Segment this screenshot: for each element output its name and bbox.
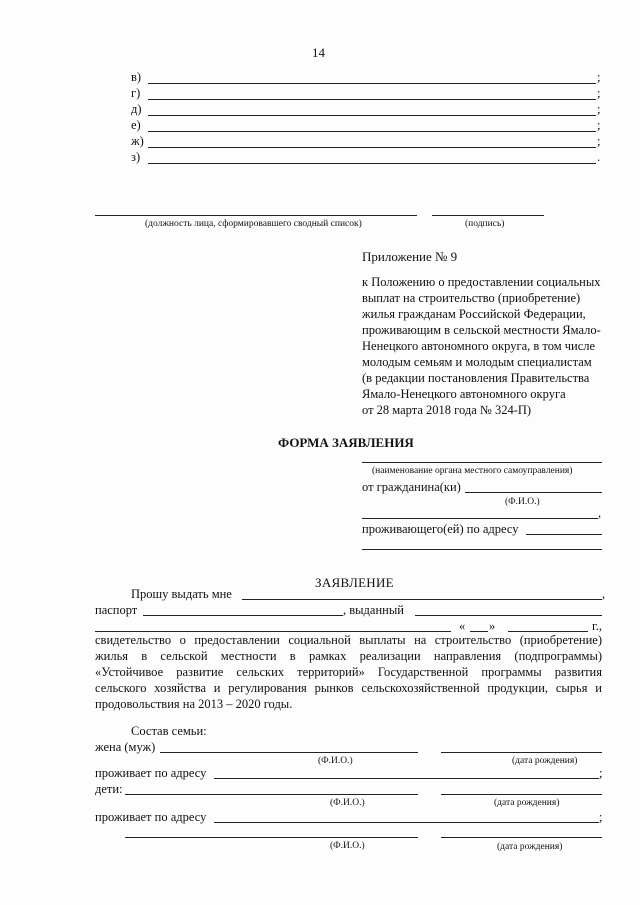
issued-line-2: [95, 631, 451, 632]
appendix-line: жилья гражданам Российской Федерации,: [362, 307, 586, 321]
children-birth-line: [441, 794, 602, 795]
residing-line: [526, 534, 602, 535]
residing-line-2: [362, 549, 602, 550]
from-line-2: [362, 518, 598, 519]
spouse-fio-caption: (Ф.И.О.): [318, 756, 353, 766]
statement-body-last: продовольствия на 2013 – 2020 годы.: [95, 697, 293, 711]
page-number: 14: [312, 45, 325, 60]
list-item-label: е): [131, 118, 141, 132]
spouse-address-end: ;: [599, 766, 603, 780]
family-heading: Состав семьи:: [131, 724, 207, 738]
list-item-line: [148, 115, 596, 116]
from-line: [465, 492, 602, 493]
year-suffix: г.,: [592, 619, 602, 633]
list-item-line: [148, 131, 596, 132]
list-item-end: ;: [597, 86, 601, 100]
date-quote-close: »: [489, 619, 496, 633]
spouse-address-line: [214, 778, 599, 779]
appendix-line: (в редакции постановления Правительства: [362, 371, 590, 385]
list-item-label: в): [131, 70, 142, 84]
list-item-line: [148, 147, 596, 148]
date-day-line: [470, 631, 488, 632]
appendix-line: Ненецкого автономного округа, в том числе: [362, 339, 596, 353]
organ-caption: (наименование органа местного самоуправления): [372, 466, 573, 476]
appendix-line: проживающим в сельской местности Ямало-: [362, 323, 601, 337]
from-fio-caption: (Ф.И.О.): [505, 497, 540, 507]
list-item-label: ж): [131, 134, 144, 148]
date-quote-open: «: [459, 619, 466, 633]
passport-line: [143, 615, 343, 616]
list-item-end: ;: [597, 134, 601, 148]
children-birth-caption: (дата рождения): [494, 798, 560, 808]
date-month-line: [508, 631, 588, 632]
list-item-line: [148, 99, 596, 100]
signature-line: [432, 215, 544, 216]
from-label: от гражданина(ки): [362, 480, 461, 494]
list-item-end: ;: [597, 102, 601, 116]
position-caption: (должность лица, сформировавшего сводный список): [145, 219, 362, 229]
spouse-label: жена (муж): [95, 740, 156, 754]
organ-line: [362, 462, 602, 463]
children-address-line: [214, 822, 599, 823]
child2-birth-caption: (дата рождения): [497, 842, 563, 852]
residing-label: проживающего(ей) по адресу: [362, 522, 519, 536]
list-item-label: г): [131, 86, 141, 100]
list-item-label: д): [131, 102, 142, 116]
passport-label: паспорт: [95, 603, 138, 617]
list-item-end: ;: [597, 118, 601, 132]
appendix-line: от 28 марта 2018 года № 324-П): [362, 403, 532, 417]
children-label: дети:: [95, 782, 123, 796]
child2-fio-caption: (Ф.И.О.): [330, 841, 365, 851]
appendix-line: молодым семьям и молодым специалистам: [362, 355, 592, 369]
list-item-line: [148, 83, 596, 84]
list-item-end: .: [597, 150, 601, 164]
appendix-title: Приложение № 9: [362, 249, 458, 264]
request-line: [242, 599, 602, 600]
children-fio-line: [125, 794, 418, 795]
spouse-birth-caption: (дата рождения): [512, 756, 578, 766]
list-item-label: з): [131, 150, 141, 164]
children-address-end: ;: [599, 810, 603, 824]
statement-body-line: жилья в сельской местности в рамках реализации направления (подпрограммы): [95, 649, 602, 663]
issued-line: [415, 615, 602, 616]
child2-fio-line: [125, 837, 418, 838]
spouse-address-label: проживает по адресу: [95, 766, 207, 780]
request-label: Прошу выдать мне: [131, 587, 232, 601]
appendix-line: Ямало-Ненецкого автономного округа: [362, 387, 566, 401]
statement-body-line: «Устойчивое развитие сельских территорий» Государственной программы развития: [95, 665, 602, 679]
appendix-line: к Положению о предоставлении социальных: [362, 275, 601, 289]
appendix-line: выплат на строительство (приобретение): [362, 291, 581, 305]
list-item-line: [148, 163, 596, 164]
request-comma: ,: [602, 587, 606, 601]
children-fio-caption: (Ф.И.О.): [330, 798, 365, 808]
spouse-birth-line: [441, 752, 602, 753]
from-comma: ,: [598, 506, 602, 520]
form-title: ФОРМА ЗАЯВЛЕНИЯ: [278, 435, 414, 450]
signature-caption: (подпись): [465, 219, 505, 229]
position-line: [95, 215, 417, 216]
statement-body-line: свидетельство о предоставлении социальной выплаты на строительство (приобретение): [95, 633, 602, 647]
children-address-label: проживает по адресу: [95, 810, 207, 824]
list-item-end: ;: [597, 70, 601, 84]
spouse-fio-line: [160, 752, 418, 753]
issued-label: , выданный: [343, 603, 404, 617]
statement-body-line: сельского хозяйства и регулирования рынков сельскохозяйственной продукции, сырья и: [95, 681, 602, 695]
statement-title: ЗАЯВЛЕНИЕ: [315, 575, 394, 590]
child2-birth-line: [441, 837, 602, 838]
